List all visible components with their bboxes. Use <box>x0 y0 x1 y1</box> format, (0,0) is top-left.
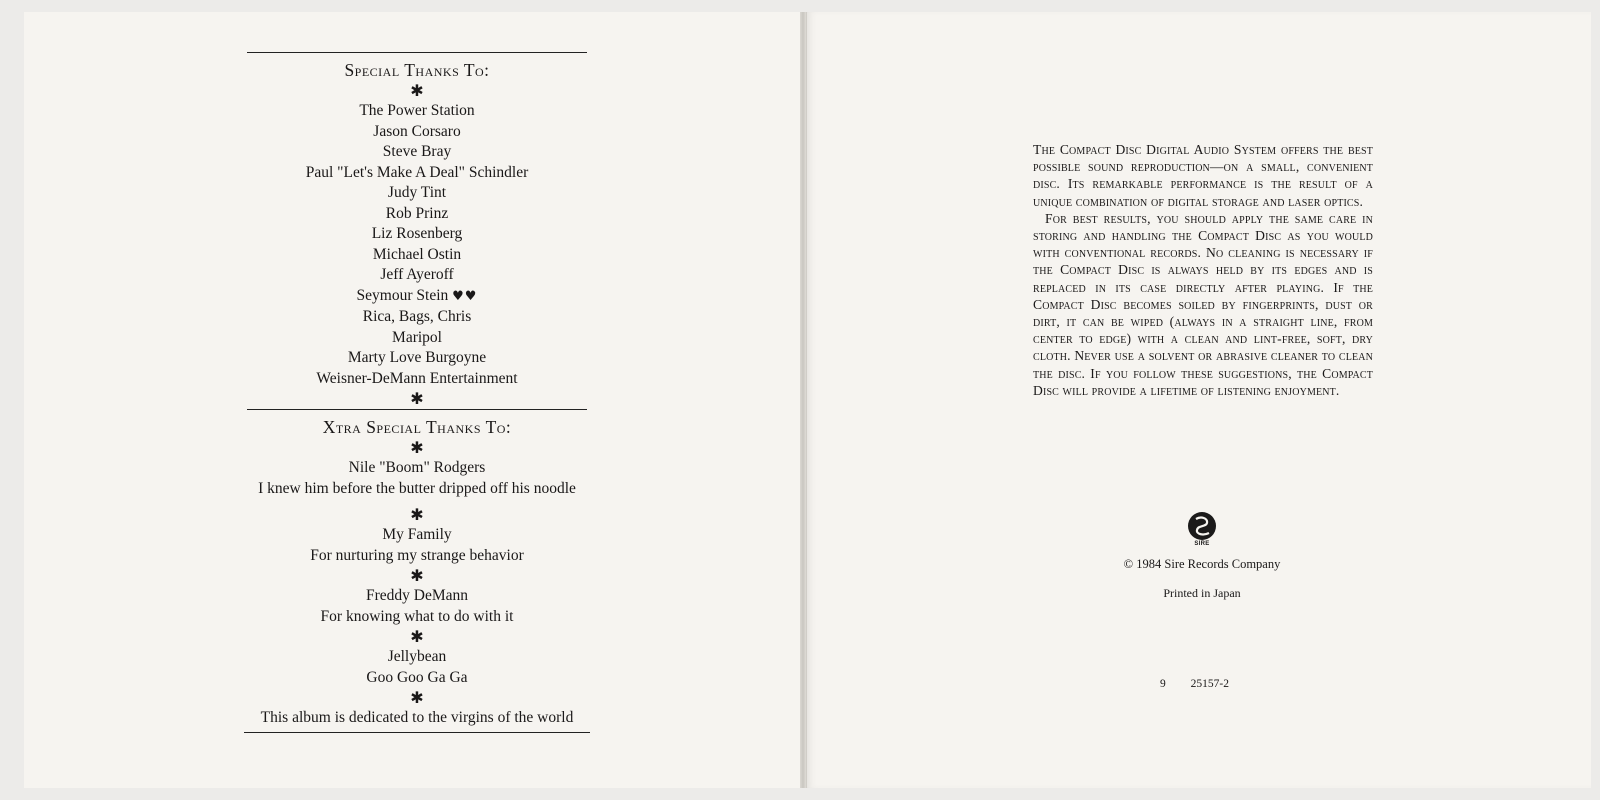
heart-icon: ♥♥ <box>452 288 478 304</box>
xtra-entry-note: I knew him before the butter dripped off his noodle <box>258 479 576 497</box>
credit-name-with-hearts <box>242 286 592 308</box>
star-separator: ✱ <box>410 688 424 707</box>
star-separator: ✱ <box>410 438 424 457</box>
credit-name: Jason Corsaro <box>373 122 461 140</box>
copyright-line: © 1984 Sire Records Company <box>1123 557 1281 571</box>
bottom-rule <box>244 732 590 733</box>
special-thanks-heading: Special Thanks To: <box>344 60 490 80</box>
printed-in-line: Printed in Japan <box>1163 586 1241 600</box>
credit-name: Rob Prinz <box>385 204 449 222</box>
section-rule <box>247 409 587 410</box>
credit-name: Jeff Ayeroff <box>380 266 454 283</box>
credit-name: Judy Tint <box>387 184 447 201</box>
star-separator: ✱ <box>410 81 424 100</box>
xtra-entry-note: For knowing what to do with it <box>320 607 514 625</box>
right-page <box>806 12 1591 788</box>
dedication-text: This album is dedicated to the virgins of the world <box>260 709 574 726</box>
star-separator: ✱ <box>410 566 424 585</box>
xtra-entry-name: Jellybean <box>387 648 447 665</box>
star-separator: ✱ <box>410 505 424 524</box>
special-thanks-list <box>242 101 592 389</box>
xtra-entry-note: Goo Goo Ga Ga <box>366 668 468 686</box>
sire-logo-icon <box>1188 512 1216 540</box>
credit-name: Liz Rosenberg <box>371 225 463 242</box>
star-separator: ✱ <box>410 389 424 408</box>
catalog-code: 25157-2 <box>1190 678 1229 690</box>
notice-paragraph: The Compact Disc Digital Audio System offers the best possible sound reproduction—on a small, convenient disc. Its remarkable performance is the result of a unique combination of digital storage and laser optics. <box>1033 142 1373 209</box>
sire-logo <box>1187 512 1217 552</box>
star-separator: ✱ <box>410 627 424 646</box>
compact-disc-notice <box>1033 141 1373 399</box>
credit-name: Paul "Let's Make A Deal" Schindler <box>305 163 529 181</box>
xtra-entry-name: Nile "Boom" Rodgers <box>348 459 486 476</box>
credits-column <box>242 52 592 733</box>
credit-name: The Power Station <box>359 102 475 119</box>
xtra-entry-note: For nurturing my strange behavior <box>310 546 524 564</box>
credit-name: Steve Bray <box>382 143 452 160</box>
xtra-special-thanks-heading: Xtra Special Thanks To: <box>322 417 512 437</box>
credit-name: Rica, Bags, Chris <box>362 308 472 325</box>
notice-paragraph: For best results, you should apply the same care in storing and handling the Compact Disc as you would with conventional records. No cleaning is necessary if the Compact Disc is always held by its edges and is replaced in its case directly after playing. If the Compact Disc becomes soiled by fingerprints, dust or dirt, it can be wiped (always in a straight line, from center to edge) with a clean and lint-free, soft, dry cloth. Never use a solvent or abrasive cleaner to clean the disc. If you follow these suggestions, the Compact Disc will provide a lifetime of listening enjoyment. <box>1033 210 1373 398</box>
catalog-prefix: 9 <box>1160 678 1166 690</box>
credit-name: Maripol <box>392 328 442 346</box>
credit-name: Michael Ostin <box>372 245 462 263</box>
sire-logo-text: SIRE <box>1194 541 1210 547</box>
top-rule <box>247 52 587 53</box>
xtra-entry-name: My Family <box>382 526 452 543</box>
credit-name: Seymour Stein <box>356 286 449 304</box>
catalog-number <box>1160 676 1280 692</box>
xtra-entry-name: Freddy DeMann <box>365 587 469 604</box>
credit-name: Marty Love Burgoyne <box>347 349 487 366</box>
credit-name: Weisner-DeMann Entertainment <box>316 369 518 387</box>
